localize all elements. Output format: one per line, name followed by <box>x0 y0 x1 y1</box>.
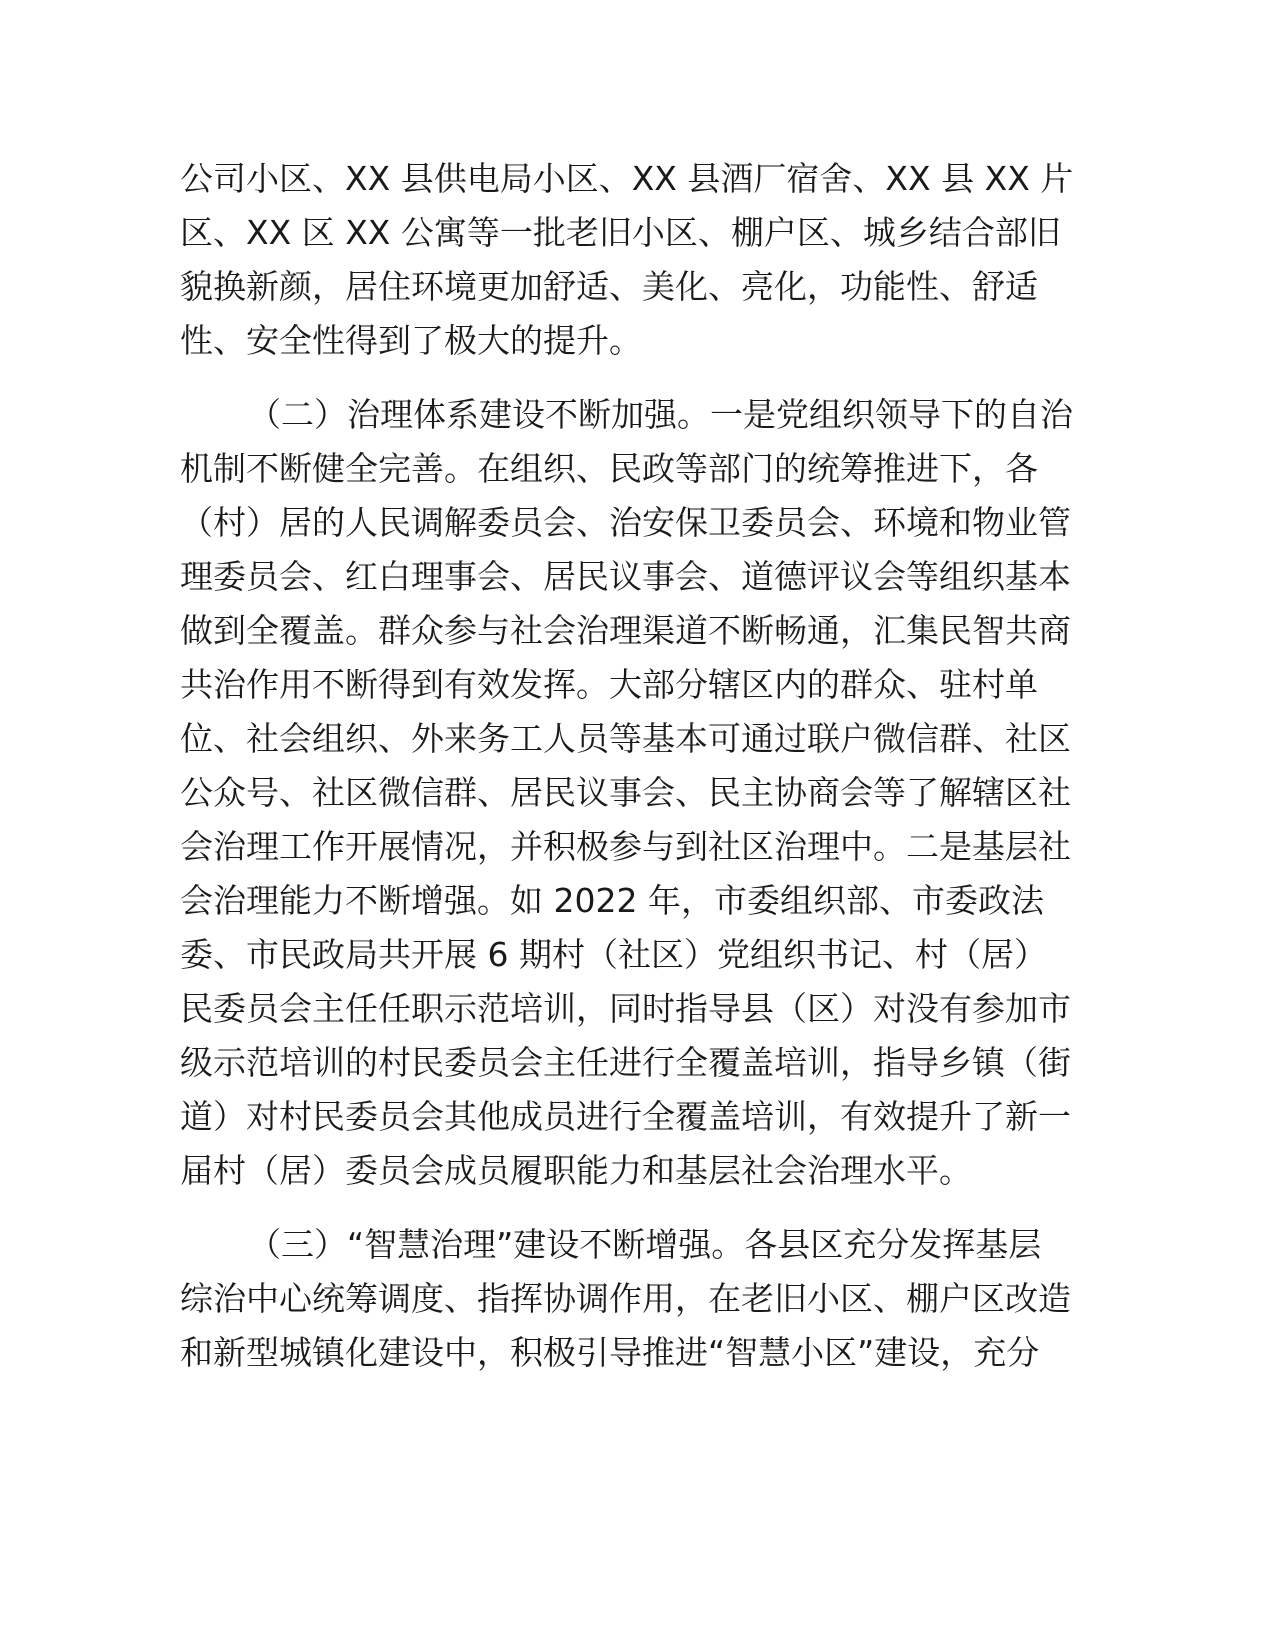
paragraph-3 <box>180 1218 1100 1380</box>
paragraph-2 <box>180 388 1100 1198</box>
text-line: 做到全覆盖。群众参与社会治理渠道不断畅通，汇集民智共商 <box>180 611 1071 650</box>
text-line: 综治中心统筹调度、指挥协调作用，在老旧小区、棚户区改造 <box>180 1279 1071 1318</box>
text-line: 公司小区、XX 县供电局小区、XX 县酒厂宿舍、XX 县 XX 片 <box>180 159 1074 198</box>
text-line: 会治理工作开展情况，并积极参与到社区治理中。二是基层社 <box>180 827 1071 866</box>
text-line: 届村（居）委员会成员履职能力和基层社会治理水平。 <box>180 1151 972 1190</box>
text-line: 共治作用不断得到有效发挥。大部分辖区内的群众、驻村单 <box>180 665 1038 704</box>
text-line: 公众号、社区微信群、居民议事会、民主协商会等了解辖区社 <box>180 773 1071 812</box>
text-line: 区、XX 区 XX 公寓等一批老旧小区、棚户区、城乡结合部旧 <box>180 213 1061 252</box>
paragraph-spacer <box>180 368 1100 388</box>
text-line: 位、社会组织、外来务工人员等基本可通过联户微信群、社区 <box>180 719 1071 758</box>
text-line: 委、市民政局共开展 6 期村（社区）党组织书记、村（居） <box>180 935 1047 974</box>
text-line: 和新型城镇化建设中，积极引导推进“智慧小区”建设，充分 <box>180 1333 1040 1372</box>
paragraph-1 <box>180 152 1100 368</box>
text-line: 会治理能力不断增强。如 2022 年，市委组织部、市委政法 <box>180 881 1044 920</box>
text-line: （三）“智慧治理”建设不断增强。各县区充分发挥基层 <box>248 1225 1042 1264</box>
text-line: 貌换新颜，居住环境更加舒适、美化、亮化，功能性、舒适 <box>180 267 1038 306</box>
text-line: 性、安全性得到了极大的提升。 <box>180 321 642 360</box>
text-line: 级示范培训的村民委员会主任进行全覆盖培训，指导乡镇（街 <box>180 1043 1071 1082</box>
text-line: （二）治理体系建设不断加强。一是党组织领导下的自治 <box>248 395 1073 434</box>
paragraph-spacer <box>180 1198 1100 1218</box>
text-line: 道）对村民委员会其他成员进行全覆盖培训，有效提升了新一 <box>180 1097 1071 1136</box>
text-line: 机制不断健全完善。在组织、民政等部门的统筹推进下，各 <box>180 449 1038 488</box>
body-text <box>180 152 1100 1380</box>
text-line: 民委员会主任任职示范培训，同时指导县（区）对没有参加市 <box>180 989 1071 1028</box>
text-line: （村）居的人民调解委员会、治安保卫委员会、环境和物业管 <box>180 503 1071 542</box>
text-line: 理委员会、红白理事会、居民议事会、道德评议会等组织基本 <box>180 557 1071 596</box>
